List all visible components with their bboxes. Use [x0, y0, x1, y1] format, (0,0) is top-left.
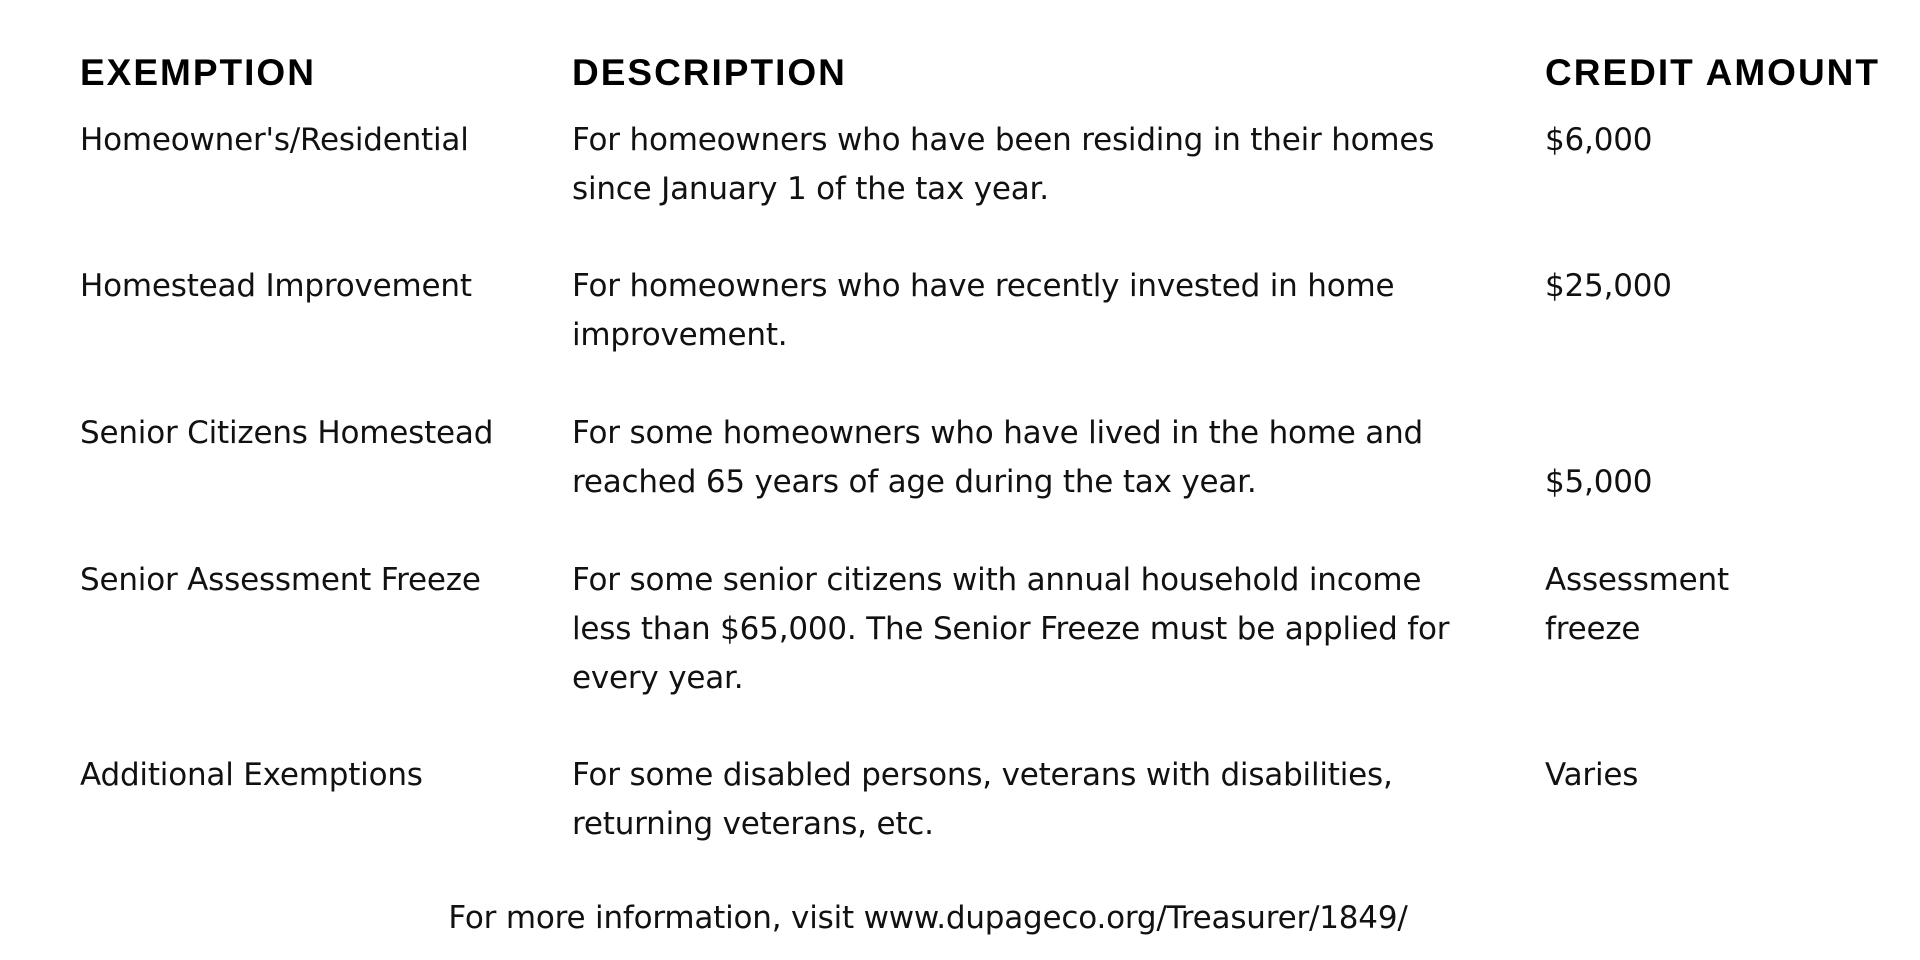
footer-info-text: For more information, visit www.dupageco.org/Treasurer/1849/: [448, 900, 1408, 936]
credit-amount: $25,000: [1545, 268, 1672, 304]
header-exemption: EXEMPTION: [80, 52, 316, 93]
exemption-description: For homeowners who have been residing in their homes since January 1 of the tax year.: [572, 122, 1435, 207]
exemption-description: For some senior citizens with annual household income less than $65,000. The Senior Freeze must be applied for every year.: [572, 562, 1450, 696]
exemption-name: Homestead Improvement: [80, 268, 472, 304]
exemption-name: Senior Citizens Homestead: [80, 415, 494, 451]
credit-amount: $5,000: [1545, 464, 1653, 500]
exemption-name: Senior Assessment Freeze: [80, 562, 481, 598]
exemption-description: For some disabled persons, veterans with disabilities, returning veterans, etc.: [572, 757, 1393, 842]
exemption-name: Additional Exemptions: [80, 757, 423, 793]
exemption-name: Homeowner's/Residential: [80, 122, 469, 158]
credit-amount: Assessment freeze: [1545, 562, 1729, 647]
header-description: DESCRIPTION: [572, 52, 847, 93]
credit-amount: Varies: [1545, 757, 1639, 793]
exemption-description: For some homeowners who have lived in the home and reached 65 years of age during the tax year.: [572, 415, 1424, 500]
credit-amount: $6,000: [1545, 122, 1653, 158]
exemption-description: For homeowners who have recently invested in home improvement.: [572, 268, 1395, 353]
header-credit-amount: CREDIT AMOUNT: [1545, 52, 1880, 93]
table-header-row: [0, 48, 1920, 98]
